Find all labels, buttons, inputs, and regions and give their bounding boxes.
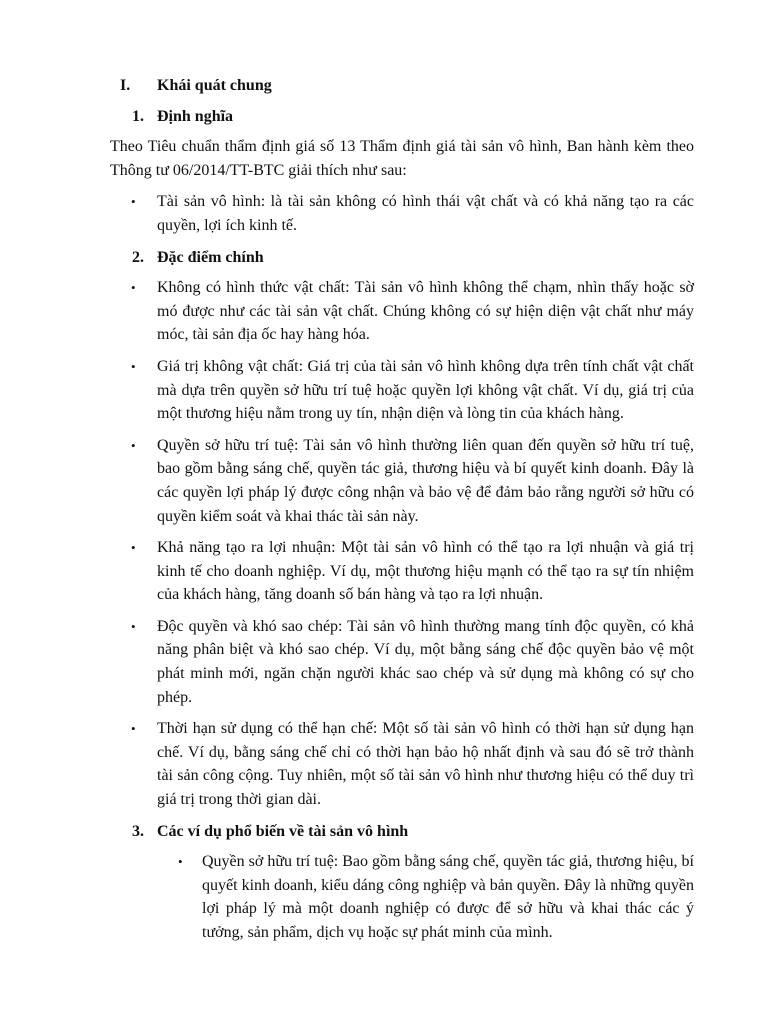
bullet-icon: •	[131, 280, 136, 296]
features-heading	[110, 246, 694, 270]
feature-item	[110, 276, 694, 347]
bullet-icon: •	[131, 618, 136, 634]
example-text: Quyền sở hữu trí tuệ: Bao gồm bằng sáng chế, quyền tác giả, thương hiệu, bí quyết kinh doanh, kiểu dáng công nghiệp và bản quyền. Đây là những quyền lợi pháp lý mà một doanh nghiệp có được để sở hữu và khai thác các ý tưởng, sản phẩm, dịch vụ hoặc sự phát minh của mình.	[202, 853, 694, 941]
bullet-icon: •	[131, 437, 136, 453]
feature-item	[110, 536, 694, 607]
feature-item	[110, 355, 694, 426]
feature-text: Thời hạn sử dụng có thể hạn chế: Một số tài sản vô hình có thời hạn sử dụng hạn chế. Ví dụ, bằng sáng chế chỉ có thời hạn bảo hộ nhất định và sau đó sẽ trở thành tài sản công cộng. Tuy nhiên, một số tài sản vô hình như thương hiệu có thể duy trì giá trị trong thời gian dài.	[157, 720, 694, 809]
document-page	[110, 74, 694, 953]
feature-item	[110, 434, 694, 528]
definition-number: 1.	[132, 107, 144, 125]
definition-title: Định nghĩa	[157, 107, 234, 125]
section-numeral: I.	[120, 77, 131, 94]
definition-intro-paragraph: Theo Tiêu chuẩn thẩm định giá số 13 Thẩm định giá tài sản vô hình, Ban hành kèm theo Thông tư 06/2014/TT-BTC giải thích như sau:	[110, 138, 694, 179]
definition-term: Tài sản vô hình	[157, 193, 261, 211]
feature-item	[110, 615, 694, 709]
definition-bullet-item	[110, 190, 694, 237]
section-title: Khái quát chung	[157, 77, 272, 94]
examples-heading	[110, 820, 694, 844]
feature-text: Giá trị không vật chất: Giá trị của tài sản vô hình không dựa trên tính chất vật chất mà dựa trên quyền sở hữu trí tuệ hoặc quyền lợi không vật chất. Ví dụ, giá trị của một thương hiệu nằm trong uy tín, nhận diện và lòng tin của khách hàng.	[157, 357, 694, 423]
feature-text: Khả năng tạo ra lợi nhuận: Một tài sản vô hình có thể tạo ra lợi nhuận và giá trị kinh tế cho doanh nghiệp. Ví dụ, một thương hiệu mạnh có thể tạo ra sự tín nhiệm của khách hàng, tăng doanh số bán hàng và tạo ra lợi nhuận.	[157, 539, 694, 604]
examples-title: Các ví dụ phổ biến về tài sản vô hình	[157, 822, 409, 840]
bullet-icon: •	[131, 194, 136, 210]
bullet-icon: •	[131, 540, 136, 556]
definition-text: : là tài sản không có hình thái vật chất và có khả năng tạo ra các quyền, lợi ích kinh tế.	[157, 193, 695, 234]
bullet-icon: •	[178, 854, 183, 870]
feature-text: Quyền sở hữu trí tuệ: Tài sản vô hình thường liên quan đến quyền sở hữu trí tuệ, bao gồm bằng sáng chế, quyền tác giả, thương hiệu và bí quyết kinh doanh. Đây là các quyền lợi pháp lý được công nhận và bảo vệ để đảm bảo rằng người sở hữu có quyền kiểm soát và khai thác tài sản này.	[157, 436, 694, 525]
section-heading	[110, 74, 694, 98]
features-number: 2.	[132, 248, 144, 266]
feature-item	[110, 717, 694, 811]
features-title: Đặc điểm chính	[157, 248, 264, 266]
feature-text: Không có hình thức vật chất: Tài sản vô hình không thể chạm, nhìn thấy hoặc sờ mó được như các tài sản vật chất. Chúng không có sự hiện diện vật chất như máy móc, tài sản địa ốc hay hàng hóa.	[157, 279, 694, 344]
feature-text: Độc quyền và khó sao chép: Tài sản vô hình thường mang tính độc quyền, có khả năng phân biệt và khó sao chép. Ví dụ, một bằng sáng chế độc quyền bảo vệ một phát minh mới, ngăn chặn người khác sao chép và sử dụng mà không có sự cho phép.	[157, 617, 694, 706]
bullet-icon: •	[131, 721, 136, 737]
example-item	[110, 850, 694, 944]
examples-number: 3.	[132, 822, 144, 840]
definition-heading	[110, 105, 694, 129]
bullet-icon: •	[131, 358, 136, 374]
